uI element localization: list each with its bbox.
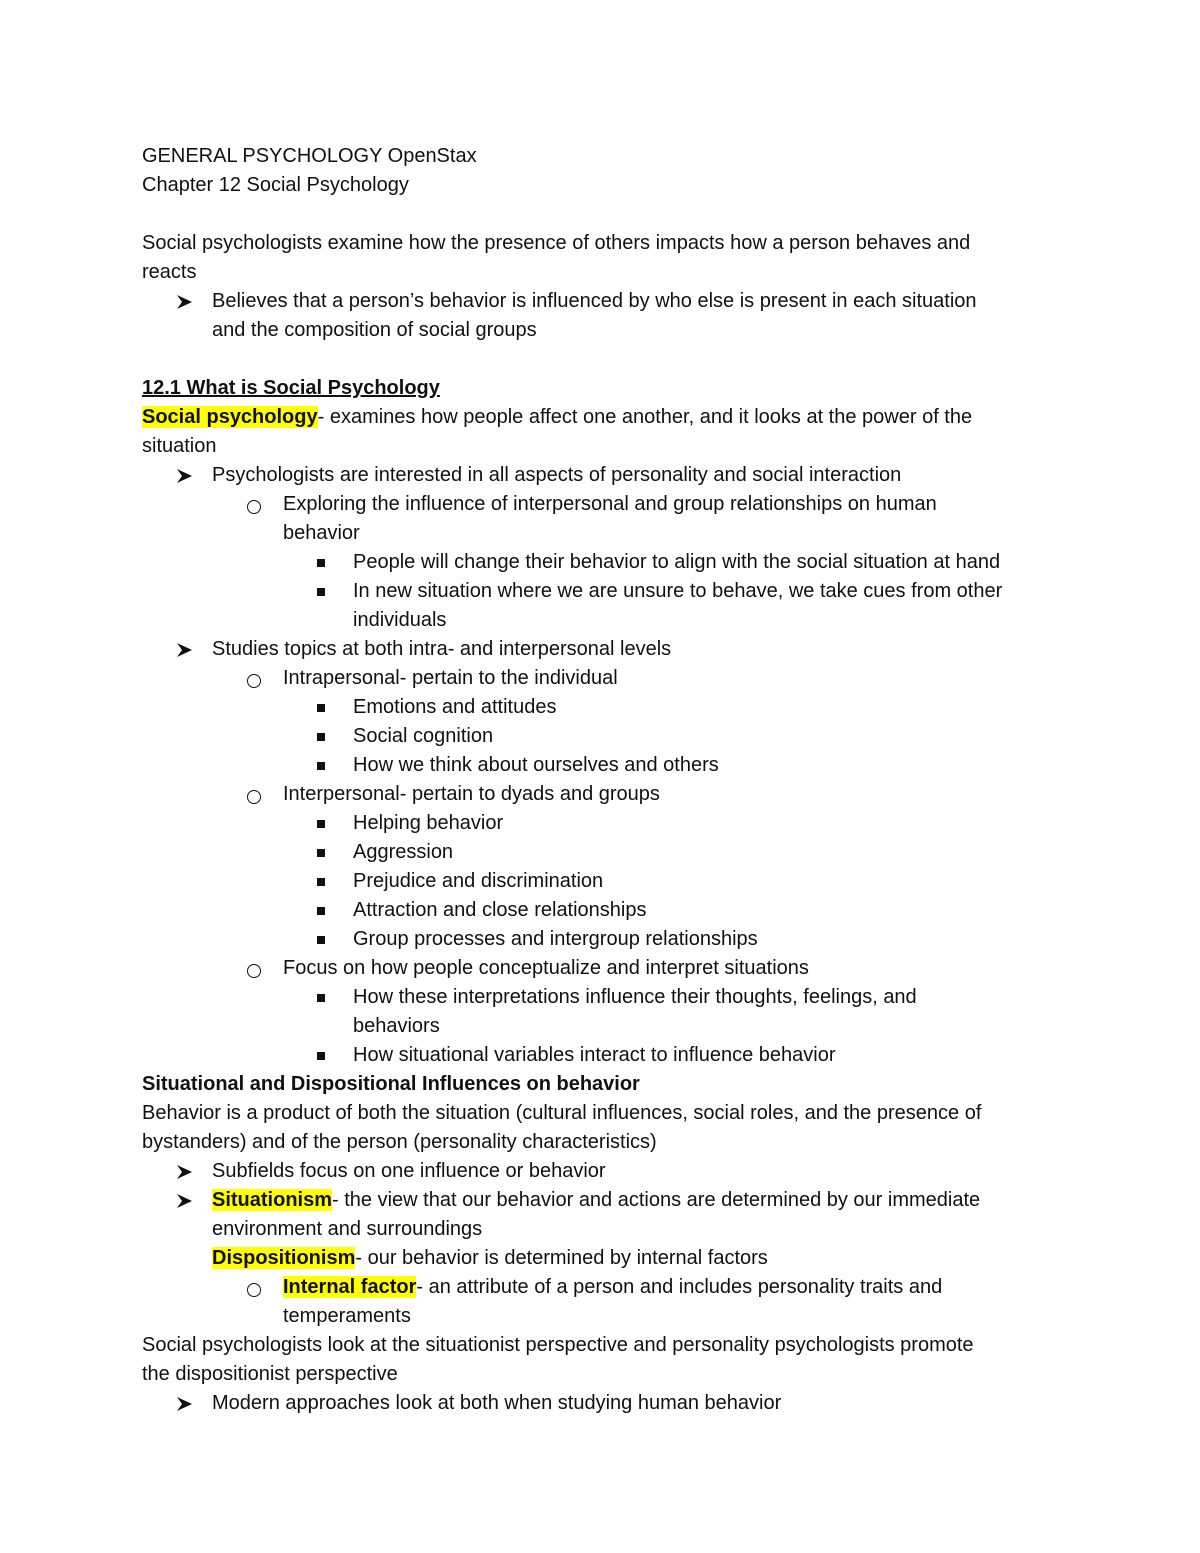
list-item-text: Modern approaches look at both when studying human behavior: [212, 1392, 782, 1414]
paragraph-line: Social psychologists look at the situationist perspective and personality psychologists promote: [142, 1334, 974, 1356]
square-bullet-icon: [317, 994, 325, 1002]
list-item: [142, 838, 1082, 867]
list-item: [142, 1157, 1082, 1186]
document-body: [142, 142, 1082, 1418]
list-item: [142, 896, 1082, 925]
list-item-continuation: and the composition of social groups: [212, 319, 537, 341]
list-item-text: How these interpretations influence their thoughts, feelings, and: [353, 986, 917, 1008]
list-item-text: People will change their behavior to align with the social situation at hand: [353, 551, 1001, 573]
list-item: [142, 983, 1082, 1012]
list-item-text: Studies topics at both intra- and interpersonal levels: [212, 638, 672, 660]
square-bullet-icon: [317, 820, 325, 828]
list-item-text: Exploring the influence of interpersonal and group relationships on human: [283, 493, 937, 515]
section-heading: Situational and Dispositional Influences on behavior: [142, 1073, 640, 1095]
list-item-text: In new situation where we are unsure to behave, we take cues from other: [353, 580, 1003, 602]
list-item: [142, 635, 1082, 664]
square-bullet-icon: [317, 849, 325, 857]
paragraph-line: Behavior is a product of both the situation (cultural influences, social roles, and the presence of: [142, 1102, 982, 1124]
paragraph-line: the dispositionist perspective: [142, 1363, 398, 1385]
square-bullet-icon: [317, 907, 325, 915]
circle-bullet-icon: [247, 790, 261, 804]
list-item-continuation: temperaments: [283, 1305, 411, 1327]
list-item-text: Intrapersonal- pertain to the individual: [283, 667, 618, 689]
list-item-continuation: individuals: [353, 609, 447, 631]
list-item-continuation: behaviors: [353, 1015, 440, 1037]
list-item-text: Subfields focus on one influence or behavior: [212, 1160, 606, 1182]
circle-bullet-icon: [247, 500, 261, 514]
list-item: [142, 1186, 1082, 1215]
highlighted-term: Situationism: [212, 1189, 333, 1211]
square-bullet-icon: [317, 878, 325, 886]
list-item: [142, 925, 1082, 954]
square-bullet-icon: [317, 1052, 325, 1060]
list-item: [142, 664, 1082, 693]
definition-text: - an attribute of a person and includes personality traits and: [416, 1276, 943, 1298]
section-heading: [142, 374, 1082, 403]
intro-paragraph-line: reacts: [142, 261, 197, 283]
list-item-text: Emotions and attitudes: [353, 696, 557, 718]
chapter-title: Chapter 12 Social Psychology: [142, 174, 409, 196]
list-item: [142, 1389, 1082, 1418]
list-item-continuation: environment and surroundings: [212, 1218, 483, 1240]
list-item: [142, 722, 1082, 751]
list-item-text: Psychologists are interested in all aspects of personality and social interaction: [212, 464, 902, 486]
spacer: [142, 345, 1082, 374]
arrow-bullet-icon: [176, 287, 194, 316]
arrow-bullet-icon: [176, 461, 194, 490]
list-item-text: Social cognition: [353, 725, 494, 747]
list-item-text: Aggression: [353, 841, 454, 863]
circle-bullet-icon: [247, 1283, 261, 1297]
square-bullet-icon: [317, 936, 325, 944]
definition-line: [142, 403, 1082, 432]
list-item: [142, 548, 1082, 577]
list-item-continuation: behavior: [283, 522, 360, 544]
list-item-text: Attraction and close relationships: [353, 899, 647, 921]
list-item-text: Group processes and intergroup relationships: [353, 928, 758, 950]
list-item-text: How we think about ourselves and others: [353, 754, 719, 776]
list-item-text: Believes that a person’s behavior is influenced by who else is present in each situation: [212, 290, 977, 312]
list-item: [142, 1273, 1082, 1302]
square-bullet-icon: [317, 704, 325, 712]
list-item: [142, 287, 1082, 316]
highlighted-term: Internal factor: [283, 1276, 417, 1298]
square-bullet-icon: [317, 559, 325, 567]
highlighted-term: Dispositionism: [212, 1247, 356, 1269]
definition-line: [142, 1244, 1082, 1273]
list-item-text: Focus on how people conceptualize and interpret situations: [283, 957, 809, 979]
list-item-text: Interpersonal- pertain to dyads and groups: [283, 783, 660, 805]
circle-bullet-icon: [247, 964, 261, 978]
spacer: [142, 200, 1082, 229]
list-item-text: Prejudice and discrimination: [353, 870, 604, 892]
definition-text: - the view that our behavior and actions are determined by our immediate: [332, 1189, 981, 1211]
square-bullet-icon: [317, 762, 325, 770]
list-item: [142, 461, 1082, 490]
list-item: [142, 954, 1082, 983]
definition-text: - examines how people affect one another, and it looks at the power of the: [317, 406, 973, 428]
list-item-text: Helping behavior: [353, 812, 504, 834]
list-item: [142, 693, 1082, 722]
list-item: [142, 1041, 1082, 1070]
arrow-bullet-icon: [176, 635, 194, 664]
course-title: GENERAL PSYCHOLOGY OpenStax: [142, 145, 477, 167]
square-bullet-icon: [317, 733, 325, 741]
paragraph-line: bystanders) and of the person (personality characteristics): [142, 1131, 657, 1153]
highlighted-term: Social psychology: [142, 406, 318, 428]
definition-line: situation: [142, 435, 217, 457]
list-item: [142, 809, 1082, 838]
list-item: [142, 490, 1082, 519]
section-heading-text: 12.1 What is Social Psychology: [142, 377, 440, 399]
list-item: [142, 577, 1082, 606]
list-item: [142, 751, 1082, 780]
definition-text: - our behavior is determined by internal factors: [355, 1247, 768, 1269]
list-item: [142, 780, 1082, 809]
circle-bullet-icon: [247, 674, 261, 688]
square-bullet-icon: [317, 588, 325, 596]
arrow-bullet-icon: [176, 1186, 194, 1215]
intro-paragraph-line: Social psychologists examine how the presence of others impacts how a person behaves and: [142, 232, 971, 254]
list-item-text: How situational variables interact to influence behavior: [353, 1044, 836, 1066]
arrow-bullet-icon: [176, 1389, 194, 1418]
arrow-bullet-icon: [176, 1157, 194, 1186]
list-item: [142, 867, 1082, 896]
